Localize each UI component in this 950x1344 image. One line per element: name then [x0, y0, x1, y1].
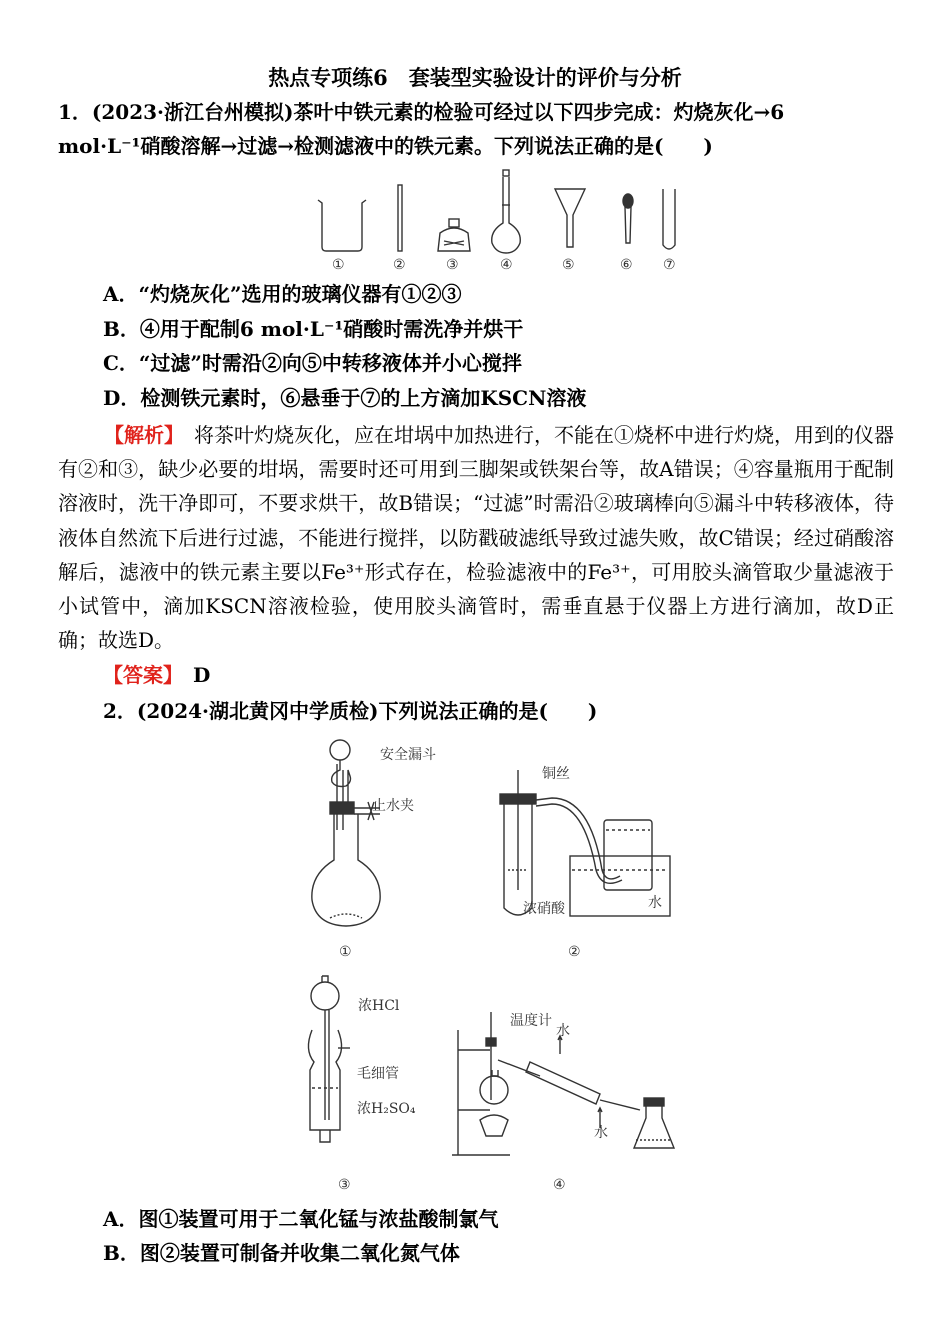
q1-option-d: D．检测铁元素时，⑥悬垂于⑦的上方滴加KSCN溶液 [103, 386, 587, 410]
fig2-number: ② [568, 944, 581, 960]
dropper-icon [623, 194, 633, 243]
fig3-number: ③ [338, 1177, 351, 1193]
fig4-water-out-label: 水 [594, 1125, 608, 1141]
q1-stem-line2: mol·L⁻¹硝酸溶解→过滤→检测滤液中的铁元素。下列说法正确的是( ) [58, 134, 713, 158]
page-title: 热点专项练6 套装型实验设计的评价与分析 [268, 65, 682, 90]
q1-option-b: B．④用于配制6 mol·L⁻¹硝酸时需洗净并烘干 [103, 317, 524, 341]
funnel-icon [555, 189, 585, 247]
test-tube-icon [663, 189, 675, 249]
q2-option-a: A．图①装置可用于二氧化锰与浓盐酸制氯气 [103, 1207, 499, 1231]
q1-stem-line1: 1．(2023·浙江台州模拟)茶叶中铁元素的检验可经过以下四步完成：灼烧灰化→6 [58, 100, 785, 124]
answer-value: D [193, 663, 211, 687]
q2-option-b: B．图②装置可制备并收集二氧化氮气体 [103, 1241, 460, 1265]
fig2-acid-label: 浓硝酸 [523, 901, 565, 917]
fig3-h2so4-label: 浓H₂SO₄ [357, 1101, 416, 1117]
apparatus-figure-4 [450, 1010, 690, 1160]
q1-analysis [58, 418, 894, 657]
fig3-capillary-label: 毛细管 [357, 1066, 399, 1082]
fig1-funnel-label: 安全漏斗 [380, 747, 436, 763]
q1-option-a: A．“灼烧灰化”选用的玻璃仪器有①②③ [103, 282, 462, 306]
alcohol-lamp-icon [438, 219, 470, 251]
q1-option-c: C．“过滤”时需沿②向⑤中转移液体并小心搅拌 [103, 351, 522, 375]
beaker-icon [318, 200, 366, 251]
fig3-hcl-label: 浓HCl [358, 998, 400, 1014]
instrument-label-6: ⑥ [620, 257, 633, 273]
instrument-label-2: ② [393, 257, 406, 273]
fig4-thermo-label: 温度计 [510, 1013, 552, 1029]
fig4-number: ④ [553, 1177, 566, 1193]
q2-stem: 2．(2024·湖北黄冈中学质检)下列说法正确的是( ) [103, 699, 598, 723]
fig2-water-label: 水 [648, 895, 662, 911]
analysis-text: 将茶叶灼烧灰化，应在坩埚中加热进行，不能在①烧杯中进行灼烧，用到的仪器有②和③，缺少必要的坩埚，需要时还可用到三脚架或铁架台等，故A错误；④容量瓶用于配制溶液时，洗干净即可，不要求烘干，故B错误；“过滤”时需沿②玻璃棒向⑤漏斗中转移液体，待液体自然流下后进行过滤，不能进行搅拌，以防戳破滤纸导致过滤失败，故C错误；经过硝酸溶解后，滤液中的铁元素主要以Fe³⁺形式存在，检验滤液中的Fe³⁺，可用胶头滴管取少量滤液于小试管中，滴加KSCN溶液检验，使用胶头滴管时，需垂直悬于仪器上方进行滴加，故D正确；故选D。 [58, 423, 894, 653]
q1-answer [103, 661, 943, 689]
instrument-label-4: ④ [500, 257, 513, 273]
fig1-clamp-label: 止水夹 [372, 798, 414, 814]
analysis-tag: 【解析】 [104, 423, 174, 447]
fig4-water-in-label: 水 [556, 1023, 570, 1039]
answer-tag: 【答案】 [103, 663, 173, 687]
volumetric-flask-icon [492, 170, 521, 253]
instrument-label-1: ① [332, 257, 345, 273]
fig2-wire-label: 铜丝 [542, 766, 570, 782]
instrument-label-3: ③ [446, 257, 459, 273]
instrument-label-7: ⑦ [663, 257, 676, 273]
fig1-number: ① [339, 944, 352, 960]
instrument-label-5: ⑤ [562, 257, 575, 273]
glass-rod-icon [398, 185, 402, 251]
